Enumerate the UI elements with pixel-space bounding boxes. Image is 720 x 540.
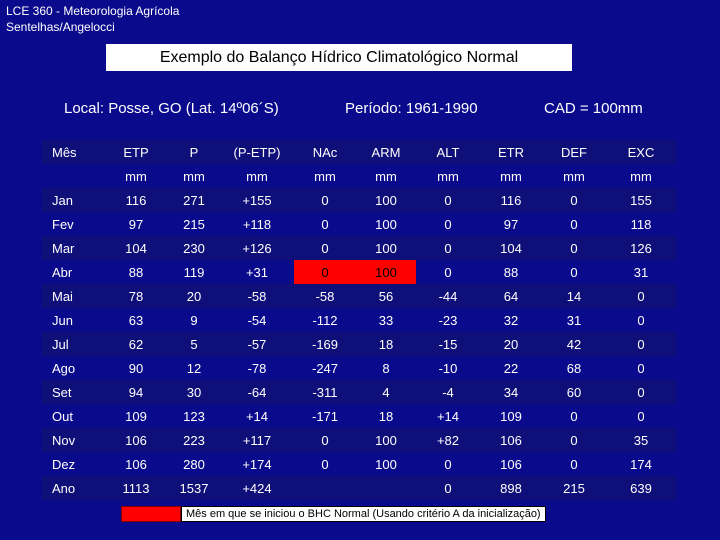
table-cell: +117	[220, 428, 294, 452]
table-row	[42, 476, 676, 500]
table-cell: +118	[220, 212, 294, 236]
table-cell: -44	[416, 284, 480, 308]
table-cell: -171	[294, 404, 356, 428]
table-cell: 94	[104, 380, 168, 404]
table-cell: 0	[542, 260, 606, 284]
table-cell: +174	[220, 452, 294, 476]
table-cell: 100	[356, 452, 416, 476]
table-header-cell: P	[168, 140, 220, 164]
table-cell: 14	[542, 284, 606, 308]
table-cell: 68	[542, 356, 606, 380]
table-cell: -64	[220, 380, 294, 404]
table-cell: 18	[356, 404, 416, 428]
table-cell: 0	[294, 212, 356, 236]
table-cell: +14	[220, 404, 294, 428]
table-cell: Jan	[42, 188, 104, 212]
table-cell: 0	[542, 188, 606, 212]
table-cell: 119	[168, 260, 220, 284]
table-cell: 898	[480, 476, 542, 500]
table-row	[42, 452, 676, 476]
table-cell: 0	[294, 188, 356, 212]
table-cell: 0	[606, 404, 676, 428]
period-label: Período: 1961-1990	[345, 100, 478, 117]
legend	[121, 506, 546, 522]
table-cell: 104	[104, 236, 168, 260]
table-unit-cell: mm	[480, 164, 542, 188]
table-cell: -57	[220, 332, 294, 356]
table-row	[42, 236, 676, 260]
table-cell: 230	[168, 236, 220, 260]
table-header-cell: EXC	[606, 140, 676, 164]
table-cell: 0	[606, 356, 676, 380]
table-unit-cell: mm	[294, 164, 356, 188]
table-header-cell: (P-ETP)	[220, 140, 294, 164]
table-cell: 0	[542, 404, 606, 428]
table-cell: Abr	[42, 260, 104, 284]
table-cell: 20	[168, 284, 220, 308]
table-cell: 106	[480, 452, 542, 476]
table-cell: 32	[480, 308, 542, 332]
table-cell: 0	[542, 212, 606, 236]
location-label: Local: Posse, GO (Lat. 14º06´S)	[64, 100, 279, 117]
table-unit-cell	[42, 164, 104, 188]
table-cell: Ano	[42, 476, 104, 500]
table-cell: 78	[104, 284, 168, 308]
table-cell: 9	[168, 308, 220, 332]
table-row	[42, 188, 676, 212]
table-cell: 0	[542, 428, 606, 452]
table-cell: -54	[220, 308, 294, 332]
table-cell: 0	[606, 284, 676, 308]
table-cell: 62	[104, 332, 168, 356]
table-cell: 1537	[168, 476, 220, 500]
table-header-cell: ALT	[416, 140, 480, 164]
table-cell: 88	[104, 260, 168, 284]
table-cell: -10	[416, 356, 480, 380]
table-cell: 639	[606, 476, 676, 500]
table-cell: 174	[606, 452, 676, 476]
table-cell: 155	[606, 188, 676, 212]
table-cell: Nov	[42, 428, 104, 452]
table-cell: 8	[356, 356, 416, 380]
table-cell: 0	[606, 308, 676, 332]
table-unit-cell: mm	[356, 164, 416, 188]
table-header-cell: NAc	[294, 140, 356, 164]
table-row	[42, 284, 676, 308]
table-cell: 0	[606, 332, 676, 356]
table-unit-cell: mm	[606, 164, 676, 188]
table-cell: 118	[606, 212, 676, 236]
table-cell: 34	[480, 380, 542, 404]
table-cell: 31	[606, 260, 676, 284]
table-cell: 100	[356, 212, 416, 236]
table-cell: 116	[480, 188, 542, 212]
table-cell: 0	[606, 380, 676, 404]
table-unit-row	[42, 164, 676, 188]
table-cell: 97	[480, 212, 542, 236]
table-cell: 106	[104, 428, 168, 452]
table-cell: Out	[42, 404, 104, 428]
table-cell: 88	[480, 260, 542, 284]
table-cell: 0	[294, 236, 356, 260]
table-cell: Jul	[42, 332, 104, 356]
table-cell: 0	[294, 260, 356, 284]
table-unit-cell: mm	[542, 164, 606, 188]
table-cell: 271	[168, 188, 220, 212]
table-cell: 100	[356, 428, 416, 452]
table-cell: -58	[294, 284, 356, 308]
table-cell: 31	[542, 308, 606, 332]
course-header	[6, 3, 179, 35]
table-cell: 30	[168, 380, 220, 404]
table-cell: 33	[356, 308, 416, 332]
table-cell: 223	[168, 428, 220, 452]
table-cell: 1113	[104, 476, 168, 500]
water-balance-table	[42, 140, 676, 500]
table-row	[42, 380, 676, 404]
table-cell: 106	[480, 428, 542, 452]
table-row	[42, 428, 676, 452]
table-cell: 0	[416, 260, 480, 284]
table-cell: 90	[104, 356, 168, 380]
cad-label: CAD = 100mm	[544, 100, 643, 117]
table-cell: 0	[294, 452, 356, 476]
table-header-cell: Mês	[42, 140, 104, 164]
legend-swatch	[121, 506, 181, 522]
table-header-cell: ARM	[356, 140, 416, 164]
table-cell: 100	[356, 236, 416, 260]
table-row	[42, 332, 676, 356]
table-cell: -58	[220, 284, 294, 308]
table-cell: 0	[416, 236, 480, 260]
table-cell: 5	[168, 332, 220, 356]
table-cell: 100	[356, 188, 416, 212]
table-cell: Ago	[42, 356, 104, 380]
table-cell: -15	[416, 332, 480, 356]
table-header-cell: ETP	[104, 140, 168, 164]
table-cell: Fev	[42, 212, 104, 236]
table-cell: Jun	[42, 308, 104, 332]
table-cell: 0	[416, 452, 480, 476]
course-authors: Sentelhas/Angelocci	[6, 20, 115, 34]
table-row	[42, 260, 676, 284]
table-cell: Mar	[42, 236, 104, 260]
table-row	[42, 308, 676, 332]
table-cell	[294, 476, 356, 500]
table-cell: 18	[356, 332, 416, 356]
table-cell: -78	[220, 356, 294, 380]
table-header-row	[42, 140, 676, 164]
table-cell: 0	[542, 452, 606, 476]
course-title: LCE 360 - Meteorologia Agrícola	[6, 4, 180, 18]
table-unit-cell: mm	[168, 164, 220, 188]
table-cell: 60	[542, 380, 606, 404]
table-cell: -112	[294, 308, 356, 332]
table-cell: +155	[220, 188, 294, 212]
table-cell: 215	[542, 476, 606, 500]
table-cell: 56	[356, 284, 416, 308]
table-cell: +126	[220, 236, 294, 260]
table-unit-cell: mm	[220, 164, 294, 188]
table-cell: Dez	[42, 452, 104, 476]
table-cell: Set	[42, 380, 104, 404]
table-cell: 126	[606, 236, 676, 260]
table-header-cell: ETR	[480, 140, 542, 164]
legend-text: Mês em que se iniciou o BHC Normal (Usando critério A da inicialização)	[181, 506, 546, 522]
table-cell: 104	[480, 236, 542, 260]
table-cell: 4	[356, 380, 416, 404]
table-cell: 280	[168, 452, 220, 476]
table-cell: 22	[480, 356, 542, 380]
table-cell: 42	[542, 332, 606, 356]
table-cell: -247	[294, 356, 356, 380]
table-cell: Mai	[42, 284, 104, 308]
table-row	[42, 404, 676, 428]
table-unit-cell: mm	[416, 164, 480, 188]
table-cell: 0	[416, 212, 480, 236]
table-cell: -311	[294, 380, 356, 404]
table-cell: -169	[294, 332, 356, 356]
table-cell: +82	[416, 428, 480, 452]
table-cell: 123	[168, 404, 220, 428]
table-cell: 0	[294, 428, 356, 452]
table-cell: 100	[356, 260, 416, 284]
table-cell: 116	[104, 188, 168, 212]
table-unit-cell: mm	[104, 164, 168, 188]
table-cell: 109	[104, 404, 168, 428]
table-cell: 20	[480, 332, 542, 356]
table-cell: 63	[104, 308, 168, 332]
table-cell: +424	[220, 476, 294, 500]
table-cell: -4	[416, 380, 480, 404]
table-cell: 0	[416, 188, 480, 212]
table-cell: 35	[606, 428, 676, 452]
table-cell: 12	[168, 356, 220, 380]
table-cell: 109	[480, 404, 542, 428]
table-row	[42, 356, 676, 380]
table-cell: 106	[104, 452, 168, 476]
table-cell: 215	[168, 212, 220, 236]
table-cell: -23	[416, 308, 480, 332]
table-cell: +14	[416, 404, 480, 428]
slide-title: Exemplo do Balanço Hídrico Climatológico Normal	[106, 44, 572, 71]
table-cell	[356, 476, 416, 500]
table-header-cell: DEF	[542, 140, 606, 164]
table-row	[42, 212, 676, 236]
table-cell: 0	[542, 236, 606, 260]
table-cell: 0	[416, 476, 480, 500]
table-cell: 64	[480, 284, 542, 308]
table-cell: +31	[220, 260, 294, 284]
table-cell: 97	[104, 212, 168, 236]
